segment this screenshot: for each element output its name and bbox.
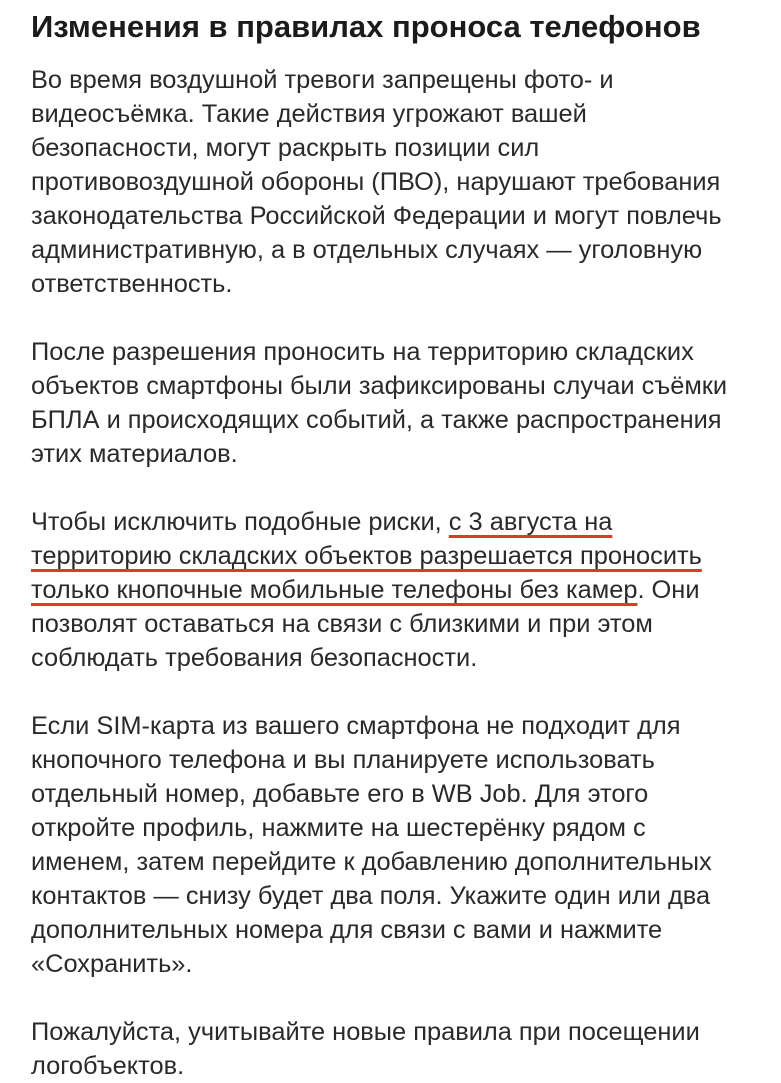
paragraph-smartphone-incidents: После разрешения проносить на территорию складских объектов смартфоны были зафиксированы случаи съёмки БПЛА и происходящих событий, а также распространения этих материалов.: [31, 338, 728, 468]
paragraph-closing: Пожалуйста, учитывайте новые правила при посещении логобъектов.: [31, 1018, 700, 1080]
paragraph-sim-instructions: Если SIM-карта из вашего смартфона не подходит для кнопочного телефона и вы планируете использовать отдельный номер, добавьте его в WB Job. Для этого откройте профиль, нажмите на шестерёнку рядом с именем, затем перейдите к добавлению дополнительных контактов — снизу будет два поля. Укажите один или два дополнительных номера для связи с вами и нажмите «Сохранить».: [31, 712, 712, 978]
paragraph-air-raid: Во время воздушной тревоги запрещены фото- и видеосъёмка. Такие действия угрожают вашей безопасности, могут раскрыть позиции сил противовоздушной обороны (ПВО), нарушают требования законодательства Российской Федерации и могут повлечь административную, а в отдельных случаях — уголовную ответственность.: [31, 66, 722, 298]
article-title: Изменения в правилах проноса телефонов: [31, 9, 701, 44]
new-rule-outro: . Они позволят оставаться на связи с близкими и при этом соблюдать требования безопасности.: [31, 576, 700, 672]
new-rule-intro: Чтобы исключить подобные риски,: [31, 508, 449, 536]
paragraph-new-rule: [31, 505, 751, 675]
highlighted-rule: с 3 августа на территорию складских объектов разрешается проносить только кнопочные мобильные телефоны без камер: [31, 508, 702, 604]
